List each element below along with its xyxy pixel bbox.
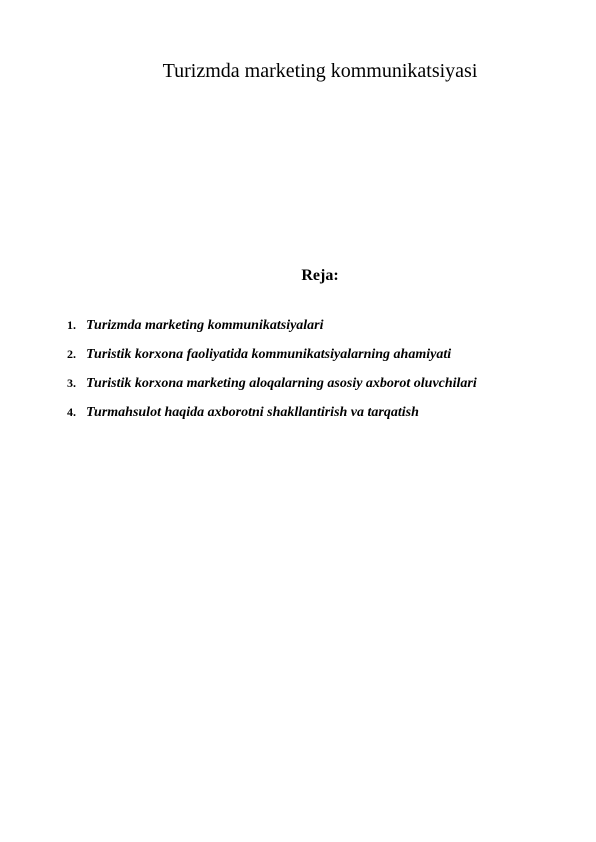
document-title-text: Turizmda marketing kommunikatsiyasi [162, 60, 478, 82]
plan-heading: Reja: [301, 267, 339, 284]
plan-item-2 [67, 347, 477, 376]
document-title [0, 59, 596, 83]
plan-item-number: 4. [67, 405, 76, 419]
plan-item-text: Turistik korxona faoliyatida kommunikatsiyalarning ahamiyati [86, 347, 452, 362]
plan-item-1 [67, 318, 477, 347]
plan-item-number: 3. [67, 376, 76, 390]
plan-item-text: Turizmda marketing kommunikatsiyalari [86, 318, 324, 333]
plan-item-number: 1. [67, 318, 76, 332]
plan-item-4 [67, 405, 477, 434]
plan-list [67, 318, 477, 434]
plan-item-text: Turistik korxona marketing aloqalarning asosiy axborot oluvchilari [86, 376, 477, 391]
plan-item-3 [67, 376, 477, 405]
plan-item-text: Turmahsulot haqida axborotni shakllantirish va tarqatish [86, 405, 419, 420]
plan-item-number: 2. [67, 347, 76, 361]
